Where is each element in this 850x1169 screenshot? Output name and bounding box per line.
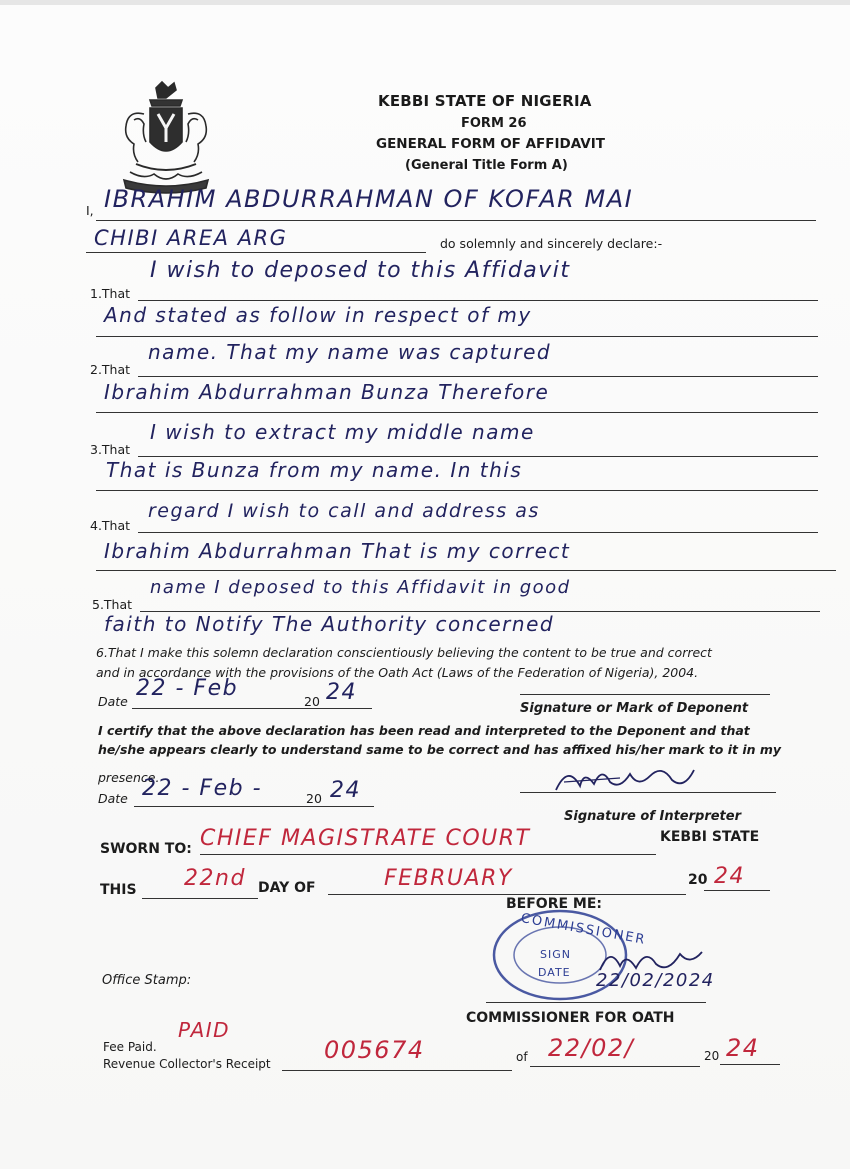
interpreter-signature-label: Signature of Interpreter	[564, 809, 741, 824]
stamp-title: COMMISSIONER	[519, 911, 648, 948]
interpreter-signature-icon	[550, 760, 700, 800]
receipt-year-line	[720, 1064, 780, 1065]
para1-text-2: And stated as follow in respect of my	[104, 303, 532, 327]
intro-prefix: I,	[86, 203, 94, 218]
deponent-date-value: 22 - Feb	[136, 676, 239, 701]
para4-underline	[138, 532, 818, 533]
page-top-edge	[0, 0, 850, 5]
sworn-court-value: CHIEF MAGISTRATE COURT	[200, 826, 531, 851]
receipt-line	[282, 1070, 512, 1071]
certify-line-2: he/she appears clearly to understand same to be correct and has affixed his/her mark to it in my	[98, 742, 782, 757]
office-stamp-label: Office Stamp:	[102, 973, 192, 988]
para2-text-2: Ibrahim Abdurrahman Bunza Therefore	[104, 380, 550, 404]
sworn-state: KEBBI STATE	[660, 829, 760, 845]
receipt-date-value: 22/02/	[548, 1034, 635, 1062]
sworn-day-value: 22nd	[184, 866, 246, 891]
para4-text-2: Ibrahim Abdurrahman That is my correct	[104, 539, 571, 563]
interpreter-date-value: 22 - Feb -	[142, 776, 263, 801]
commissioner-line	[486, 1002, 706, 1003]
fee-paid-label: Fee Paid.	[103, 1040, 157, 1054]
deponent-name-line-1: IBRAHIM ABDURRAHMAN OF KOFAR MAI	[104, 185, 634, 213]
para5-text-1: name I deposed to this Affidavit in good	[150, 577, 571, 598]
para4-underline-2	[96, 570, 836, 571]
para2-underline-2	[96, 412, 818, 413]
interpreter-date-label: Date	[98, 791, 128, 806]
stamp-sign: SIGN	[540, 948, 571, 961]
day-of-label: DAY OF	[258, 880, 316, 896]
form-subtitle: (General Title Form A)	[405, 158, 568, 173]
para2-text-1: name. That my name was captured	[148, 340, 552, 364]
para5-text-2: faith to Notify The Authority concerned	[104, 612, 555, 636]
receipt-of-label: of	[516, 1050, 528, 1064]
clause6-line-2: and in accordance with the provisions of the Oath Act (Laws of the Federation of Nigeria), 2004.	[96, 665, 699, 680]
para3-text-1: I wish to extract my middle name	[150, 420, 535, 444]
sworn-month-value: FEBRUARY	[384, 866, 513, 891]
para3-text-2: That is Bunza from my name. In this	[106, 458, 523, 482]
deponent-year-value: 24	[326, 680, 357, 705]
stamp-date: DATE	[538, 966, 571, 979]
sworn-year-prefix: 20	[688, 872, 708, 888]
para4-text-1: regard I wish to call and address as	[148, 500, 540, 522]
receipt-date-line	[530, 1066, 700, 1067]
para3-label: 3.That	[90, 442, 131, 457]
form-title: GENERAL FORM OF AFFIDAVIT	[376, 136, 605, 152]
receipt-year-value: 24	[726, 1034, 760, 1062]
commissioner-signature-icon	[596, 944, 706, 978]
para1-underline	[138, 300, 818, 301]
interpreter-year-prefix: 20	[306, 791, 322, 806]
receipt-year-prefix: 20	[704, 1049, 720, 1063]
state-title: KEBBI STATE OF NIGERIA	[378, 92, 592, 110]
para1-text-1: I wish to deposed to this Affidavit	[150, 258, 571, 283]
interpreter-date-line	[134, 806, 374, 807]
deponent-signature-line	[520, 694, 770, 695]
form-number: FORM 26	[461, 116, 527, 131]
commissioner-label: COMMISSIONER FOR OATH	[466, 1010, 675, 1026]
deponent-date-line	[132, 708, 372, 709]
deponent-date-label: Date	[98, 694, 128, 709]
intro-line-1	[96, 220, 816, 221]
para2-underline	[138, 376, 818, 377]
deponent-year-prefix: 20	[304, 694, 320, 709]
para2-label: 2.That	[90, 362, 131, 377]
receipt-label: Revenue Collector's Receipt	[103, 1057, 271, 1071]
para1-underline-2	[96, 336, 818, 337]
interpreter-signature-line	[520, 792, 776, 793]
deponent-name-line-2: CHIBI AREA ARG	[94, 226, 288, 250]
clause6-line-1: 6.That I make this solemn declaration conscientiously believing the content to be true and correct	[96, 645, 712, 660]
interpreter-year-value: 24	[330, 778, 361, 803]
para4-label: 4.That	[90, 518, 131, 533]
certify-line-3: presence.	[98, 770, 160, 785]
para3-underline	[138, 456, 818, 457]
fee-paid-value: PAID	[178, 1018, 231, 1042]
year-line	[704, 890, 770, 891]
sworn-label: SWORN TO:	[100, 841, 192, 857]
before-me-label: BEFORE ME:	[506, 896, 603, 912]
deponent-signature-label: Signature or Mark of Deponent	[520, 701, 749, 716]
stamp-date-value: 22/02/2024	[596, 970, 715, 991]
sworn-year-value: 24	[714, 864, 745, 889]
certify-line-1: I certify that the above declaration has been read and interpreted to the Deponent and that	[98, 723, 750, 738]
receipt-number: 005674	[324, 1036, 425, 1064]
intro-line-2	[86, 252, 426, 253]
para5-label: 5.That	[92, 597, 133, 612]
this-label: THIS	[100, 882, 137, 898]
declare-text: do solemnly and sincerely declare:-	[440, 236, 663, 251]
para1-label: 1.That	[90, 286, 131, 301]
day-line	[142, 898, 258, 899]
sworn-line	[200, 854, 656, 855]
para3-underline-2	[96, 490, 818, 491]
coat-of-arms-icon	[114, 80, 218, 195]
month-line	[328, 894, 686, 895]
